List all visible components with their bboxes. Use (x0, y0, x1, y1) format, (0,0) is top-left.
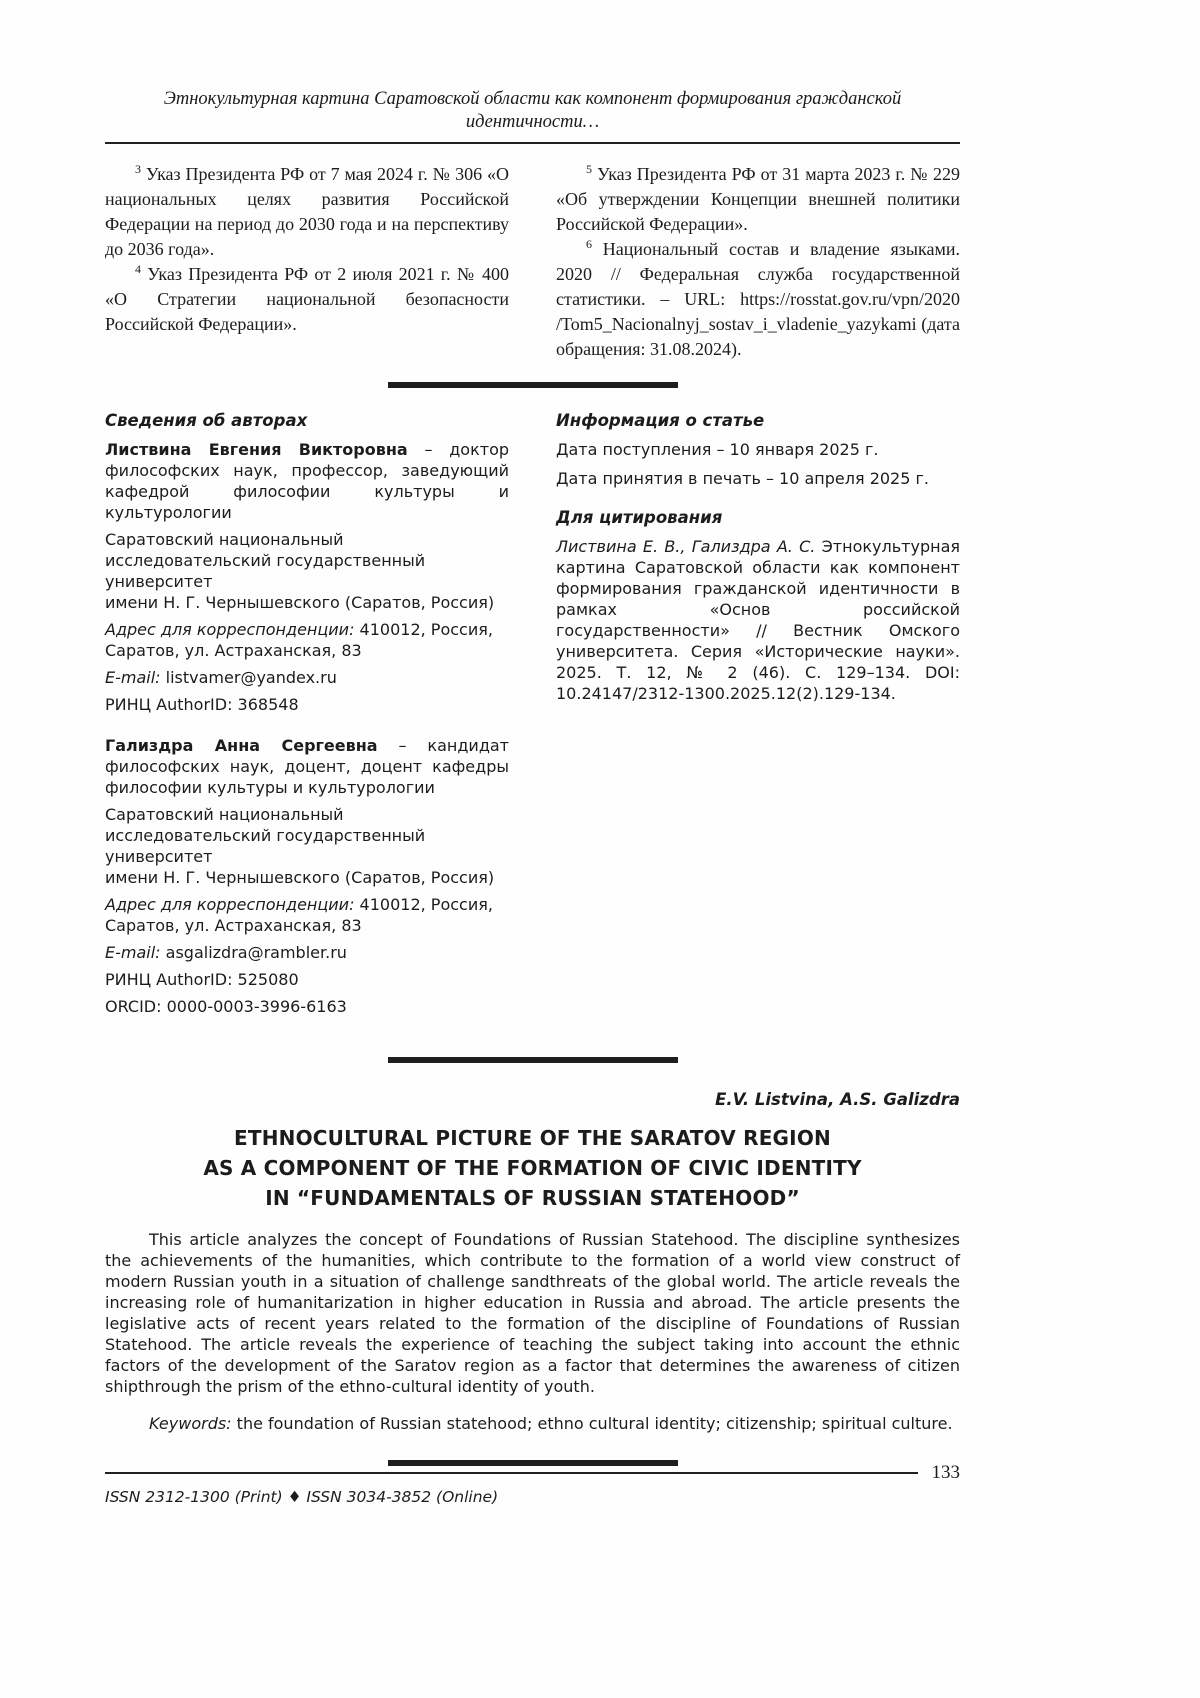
section-divider (388, 382, 678, 388)
header-rule (105, 142, 960, 144)
author-block-2 (105, 735, 509, 1017)
footnote-3 (105, 162, 509, 262)
authors-column (105, 410, 509, 1037)
footnote-text: Указ Президента РФ от 31 марта 2023 г. № 229 «Об утверждении Концепции внешней политики Российской Федерации». (556, 164, 961, 235)
address-value: 410012, Россия, Саратов, ул. Астраханская, 83 (105, 620, 493, 661)
date-accepted: Дата принятия в печать – 10 апреля 2025 г. (556, 469, 929, 489)
author-role: – кандидат философских наук, доцент, доцент кафедры философии культуры и культурологии (105, 736, 509, 798)
citation-heading: Для цитирования (556, 508, 723, 528)
keywords-line (105, 1413, 960, 1434)
footer-rule-row (105, 1462, 960, 1484)
footer-rule (105, 1472, 918, 1474)
footnote-6 (556, 237, 960, 362)
footnotes-right-column (556, 162, 960, 362)
keywords-list: the foundation of Russian statehood; ethno cultural identity; citizenship; spiritual culture. (231, 1414, 953, 1434)
article-dates (556, 439, 960, 489)
footnote-marker: 3 (135, 162, 141, 177)
citation-body: Этнокультурная картина Саратовской области как компонент формирования гражданской идентичности в рамках «Основ российской государственности» // Вестник Омского университета. Серия «Исторические науки». 2025. Т. 12, № 2 (46). С. 129–134. DOI: 10.24147/2312-1300.2025.12(2).129-134. (556, 537, 961, 704)
footnote-text: Указ Президента РФ от 2 июля 2021 г. № 400 «О Стратегии национальной безопасности Российской Федерации». (105, 264, 510, 335)
author-affiliation (105, 529, 509, 613)
author-affiliation (105, 804, 509, 888)
english-byline: E.V. Listvina, A.S. Galizdra (715, 1090, 960, 1110)
keywords-label: Keywords: (149, 1414, 232, 1434)
english-section (105, 1089, 960, 1434)
abstract-text: This article analyzes the concept of Foundations of Russian Statehood. The discipline synthesizes the achievements of the humanities, which contribute to the formation of a world view construct of modern Russian youth in a situation of challenge sandthreats of the global world. The article reveals the increasing role of humanitarization in higher education in Russia and abroad. The article presents the legislative acts of recent years related to the formation of the discipline of Foundations of Russian Statehood. The article reveals the experience of teaching the subject taking into account the ethnic factors of the development of the Saratov region as a factor that determines the awareness of citizen shipthrough the prism of the ethno-cultural identity of youth. (105, 1230, 960, 1397)
author-name-role (105, 439, 509, 523)
author-address (105, 894, 509, 936)
email-label: E-mail: (105, 668, 161, 688)
author-email (105, 942, 509, 963)
address-value: 410012, Россия, Саратов, ул. Астраханская, 83 (105, 895, 493, 936)
footnote-text: Указ Президента РФ от 7 мая 2024 г. № 306 «О национальных целях развития Российской Федерации на период до 2030 года и на перспективу до 2036 года». (105, 164, 510, 260)
typeblock (105, 0, 960, 1466)
citation-text (556, 536, 960, 704)
author-name-role (105, 735, 509, 798)
affiliation-line: Саратовский национальный исследовательский государственный университет (105, 805, 426, 867)
email-label: E-mail: (105, 943, 161, 963)
issn-line: ISSN 2312-1300 (Print) ♦ ISSN 3034-3852 (Online) (105, 1488, 499, 1506)
article-info-heading: Информация о статье (556, 411, 765, 431)
page-footer (105, 1462, 960, 1508)
footnote-4 (105, 262, 509, 337)
author-rinc-id: РИНЦ AuthorID: 525080 (105, 970, 299, 990)
footnote-marker: 4 (135, 262, 141, 277)
address-label: Адрес для корреспонденции: (105, 895, 355, 915)
author-email (105, 667, 509, 688)
affiliation-line: Саратовский национальный исследовательский государственный университет (105, 530, 426, 592)
footnotes-section (105, 162, 960, 362)
title-line: ETHNOCULTURAL PICTURE OF THE SARATOV REGION (234, 1126, 831, 1151)
page-header (105, 0, 960, 144)
affiliation-line: имени Н. Г. Чернышевского (Саратов, Россия) (105, 593, 495, 613)
address-label: Адрес для корреспонденции: (105, 620, 355, 640)
author-address (105, 619, 509, 661)
title-line: IN “FUNDAMENTALS OF RUSSIAN STATEHOOD” (265, 1186, 800, 1211)
authors-and-article-info (105, 410, 960, 1037)
footnotes-left-column (105, 162, 509, 362)
author-name: Листвина Евгения Викторовна (105, 440, 408, 460)
author-block-1 (105, 439, 509, 715)
author-role: – доктор философских наук, профессор, заведующий кафедрой философии культуры и культурологии (105, 440, 510, 523)
affiliation-line: имени Н. Г. Чернышевского (Саратов, Россия) (105, 868, 495, 888)
footnote-marker: 5 (586, 162, 592, 177)
section-divider (388, 1057, 678, 1063)
running-head: Этнокультурная картина Саратовской области как компонент формирования гражданской идентичности… (163, 89, 902, 133)
author-name: Гализдра Анна Сергеевна (105, 736, 378, 756)
author-rinc-id: РИНЦ AuthorID: 368548 (105, 695, 299, 715)
date-received: Дата поступления – 10 января 2025 г. (556, 440, 879, 460)
citation-authors: Листвина Е. В., Гализдра А. С. (556, 537, 816, 557)
footnote-text-with-url: Национальный состав и владение языками. 2020 // Федеральная служба государственной статистики. – URL: https://rosstat.gov.ru/vpn/2020 /Tom5_Nacionalnyj_sostav_i_vladenie_yazykami (дата обращения: 31.08.2024). (556, 239, 960, 360)
page-number: 133 (931, 1462, 960, 1483)
authors-heading: Сведения об авторах (105, 411, 308, 431)
email-value: listvamer@yandex.ru (165, 668, 337, 688)
article-title-english (105, 1123, 960, 1213)
title-line: AS A COMPONENT OF THE FORMATION OF CIVIC IDENTITY (203, 1156, 862, 1181)
footnote-5 (556, 162, 960, 237)
article-info-column (556, 410, 960, 1037)
footnote-marker: 6 (586, 237, 592, 252)
email-value: asgalizdra@rambler.ru (165, 943, 347, 963)
author-orcid: ORCID: 0000-0003-3996-6163 (105, 997, 347, 1017)
